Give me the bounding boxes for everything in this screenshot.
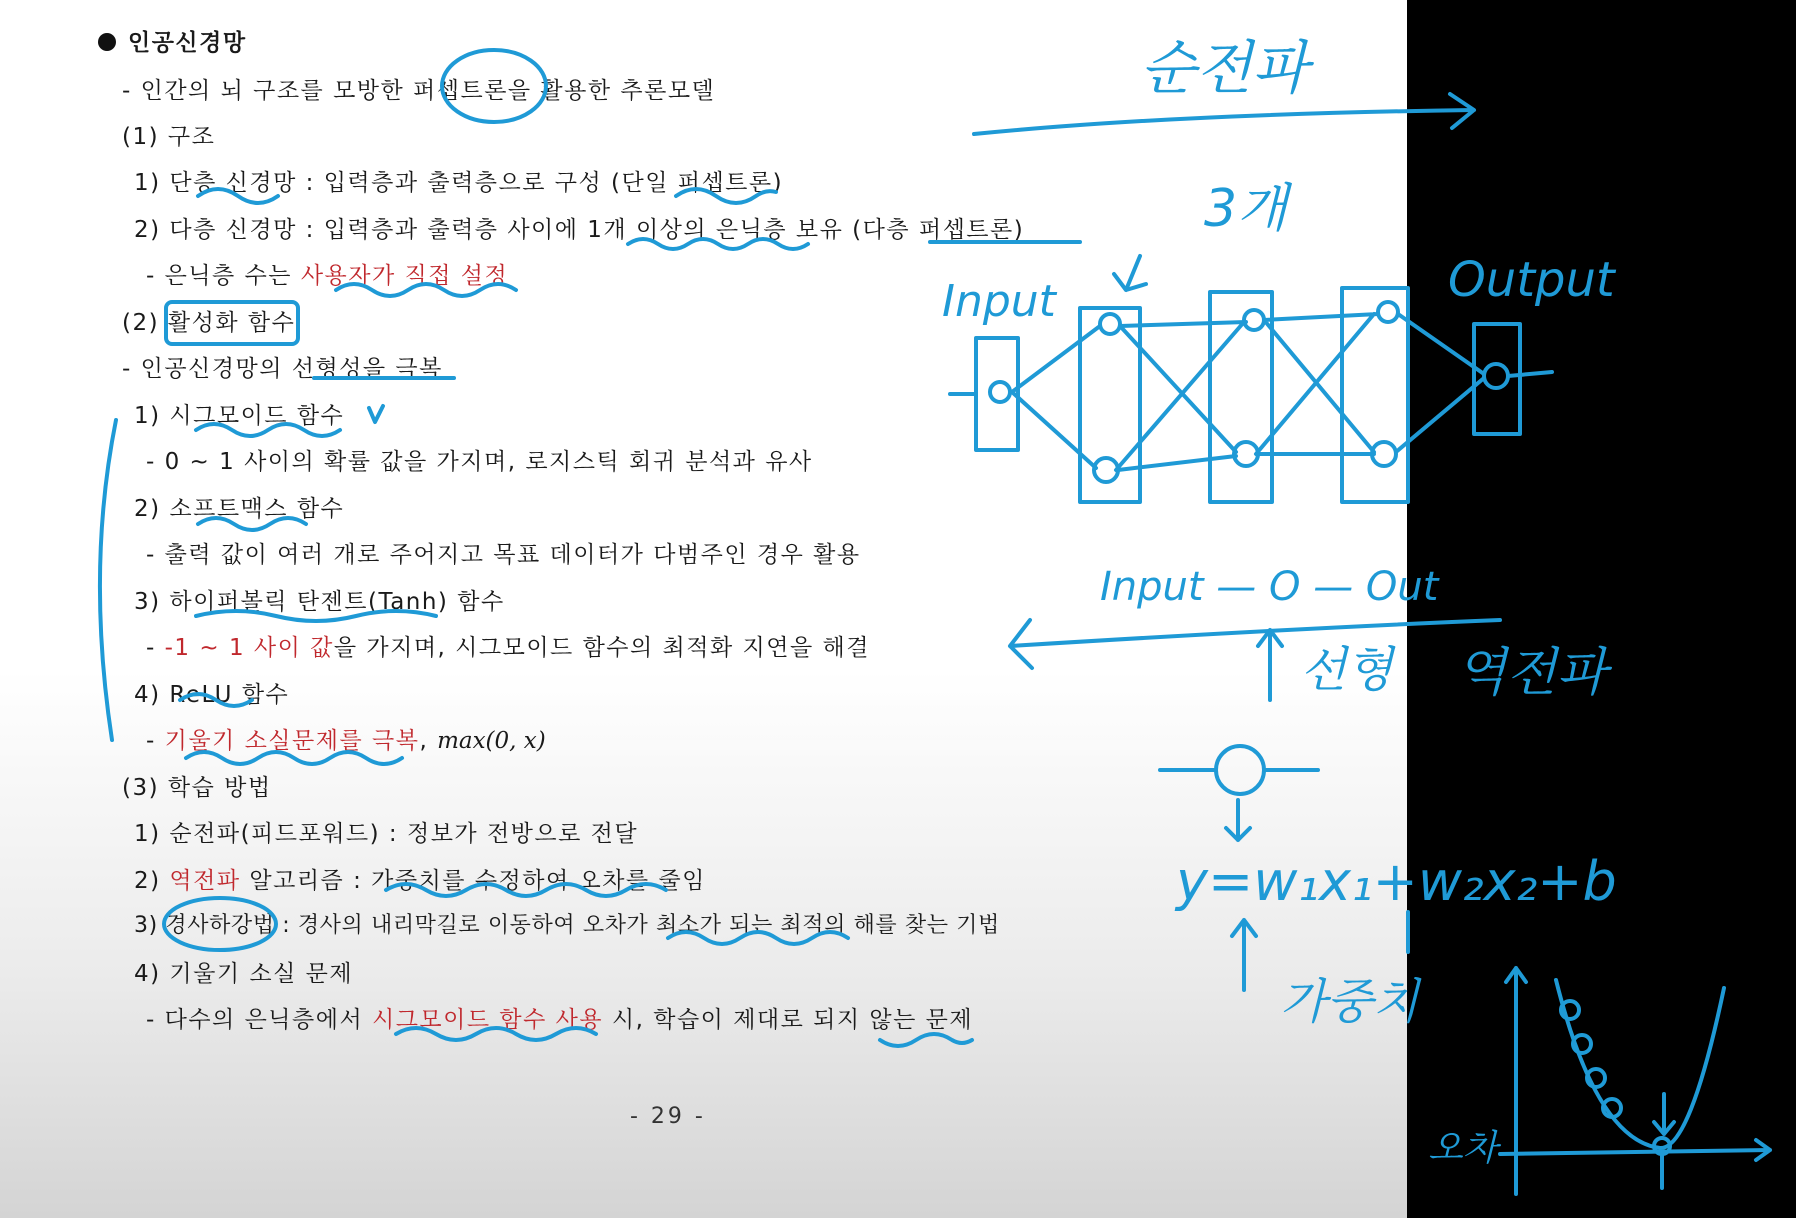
error-label: 오차 [1428,1128,1498,1169]
text-line: 1) 단층 신경망 : 입력층과 출력층으로 구성 (단일 퍼셉트론) [134,170,784,196]
text-line: - 은닉층 수는 사용자가 직접 설정 [146,263,509,289]
text-line: - 출력 값이 여러 개로 주어지고 목표 데이터가 다범주인 경우 활용 [146,542,861,568]
text-line: - 기울기 소실문제를 극복, max(0, x) [146,728,546,754]
section-heading: (1) 구조 [122,124,216,150]
equation-label: y=w₁x₁+w₂x₂+b [1176,850,1617,913]
text-line: - -1 ~ 1 사이 값을 가지며, 시그모이드 함수의 최적화 지연을 해결 [146,635,870,661]
output-label: Output [1448,252,1615,308]
section-heading: (3) 학습 방법 [122,775,272,801]
text-line: 3) 하이퍼볼릭 탄젠트(Tanh) 함수 [134,589,505,615]
text-line: 2) 소프트맥스 함수 [134,496,345,522]
text-line: 1) 순전파(피드포워드) : 정보가 전방으로 전달 [134,821,639,847]
three-label: 3개 [1204,179,1288,239]
text-line: - 0 ~ 1 사이의 확률 값을 가지며, 로지스틱 회귀 분석과 유사 [146,449,813,475]
node-label: Input — O — Out [1100,564,1439,610]
section-title: 인공신경망 [98,24,247,57]
backward-label: 역전파 [1456,643,1607,703]
text-line: 1) 시그모이드 함수 [134,403,345,429]
page-number: - 29 - [630,1104,706,1129]
text-line: 3) 경사하강법 : 경사의 내리막길로 이동하여 오차가 최소가 되는 최적의 해를 찾는 기법 [134,913,1000,938]
text-line: 2) 다층 신경망 : 입력층과 출력층 사이에 1개 이상의 은닉층 보유 (다층 퍼셉트론) [134,217,1025,243]
text-line: - 다수의 은닉층에서 시그모이드 함수 사용 시, 학습이 제대로 되지 않는 문제 [146,1007,974,1033]
black-margin [1407,0,1796,1218]
text-line: - 인공신경망의 선형성을 극복 [122,356,443,382]
linear-label: 선형 [1300,642,1393,698]
forward-label: 순전파 [1140,34,1309,102]
bullet-icon [98,33,116,51]
section-heading: (2) 활성화 함수 [122,310,296,336]
text-line: - 인간의 뇌 구조를 모방한 퍼셉트론을 활용한 추론모델 [122,78,716,104]
input-label: Input [942,276,1056,327]
weight-label: 가중치 [1280,974,1420,1030]
text-line: 4) ReLU 함수 [134,682,290,708]
text-line: 2) 역전파 알고리즘 : 가중치를 수정하여 오차를 줄임 [134,868,706,894]
text-line: 4) 기울기 소실 문제 [134,961,354,987]
